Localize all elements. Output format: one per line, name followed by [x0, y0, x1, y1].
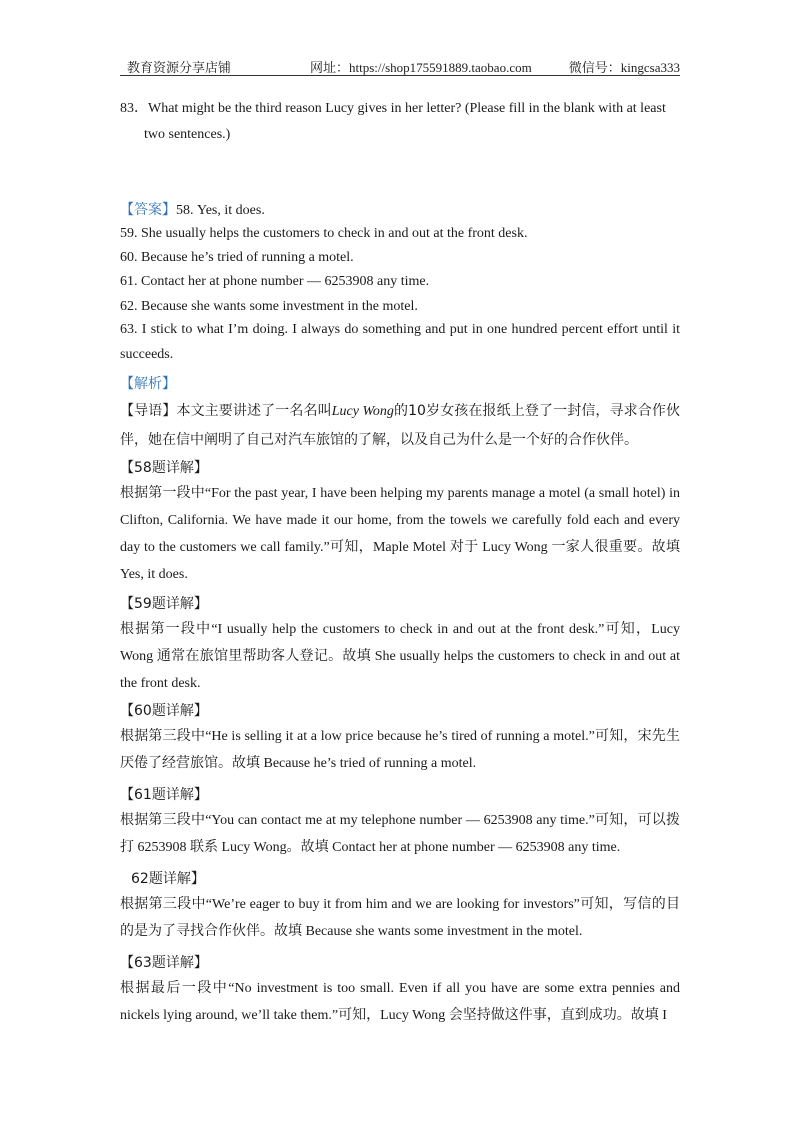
section-63-title: 【63题详解】 [120, 955, 208, 971]
answer-62: 62. Because she wants some investment in the motel. [120, 299, 418, 314]
answer-58: 58. Yes, it does. [176, 203, 265, 218]
section-59-title: 【59题详解】 [120, 596, 208, 612]
section-61-body: 根据第三段中“You can contact me at my telephone number — 6253908 any time.”可知，可以拨打 6253908 联系 Lucy Wong。故填 Contact her at phone number — 6253908 any time. [120, 813, 680, 855]
answer-60: 60. Because he’s tried of running a motel. [120, 250, 354, 265]
guide-rest: 的10岁女孩在报纸上登了一封信，寻求合作伙伴，她在信中阐明了自己对汽车旅馆的了解，以及自己为什么是一个好的合作伙伴。 [120, 403, 681, 448]
section-58-body: 根据第一段中“For the past year, I have been helping my parents manage a motel (a small hotel) in Clifton, California. We have made it our home, from the towels we carefully fold each and every day to the customers we call family.”可知，Maple Motel 对于 Lucy Wong 一家人很重要。故填 Yes, it does. [120, 486, 680, 582]
header-wechat: 微信号：kingcsa333 [568, 60, 680, 75]
answer-59: 59. She usually helps the customers to check in and out at the front desk. [120, 226, 528, 241]
section-62-body: 根据第三段中“We’re eager to buy it from him and we are looking for investors”可知，写信的目的是为了寻找合作伙伴。故填 Because she wants some investment in the motel. [120, 897, 680, 939]
header-url: 网址：https://shop175591889.taobao.com [310, 60, 532, 75]
answer-label: 【答案】 [120, 202, 176, 218]
section-60-body: 根据第三段中“He is selling it at a low price because he’s tired of running a motel.”可知，宋先生厌倦了经营旅馆。故填 Because he’s tried of running a motel. [120, 729, 680, 771]
answer-61: 61. Contact her at phone number — 6253908 any time. [120, 274, 430, 289]
guide-paragraph [120, 397, 680, 454]
section-62-title: 62题详解】 [131, 871, 205, 887]
analysis-label: 【解析】 [120, 376, 176, 392]
section-60-title: 【60题详解】 [120, 703, 208, 719]
section-61-title: 【61题详解】 [120, 787, 208, 803]
answer-63: 63. I stick to what I’m doing. I always do something and put in one hundred percent effort until it succeeds. [120, 322, 680, 362]
header-shop-name: 教育资源分享店铺 [127, 61, 232, 76]
section-59-body: 根据第一段中“I usually help the customers to check in and out at the front desk.”可知，Lucy Wong 通常在旅馆里帮助客人登记。故填 She usually helps the customers to check in and out at the front desk. [120, 622, 680, 691]
question-83: 83．What might be the third reason Lucy gives in her letter? (Please fill in the blank with at least two sentences.) [120, 101, 666, 142]
answer-58-line [120, 199, 680, 219]
page-header [120, 57, 680, 76]
guide-name: Lucy Wong [331, 404, 394, 419]
guide-label: 【导语】本文主要讲述了一名名叫 [120, 403, 332, 419]
section-58-title: 【58题详解】 [120, 460, 208, 476]
section-63-body: 根据最后一段中“No investment is too small. Even if all you have are some extra pennies and nickels lying around, we’ll take them.”可知，Lucy Wong 会坚持做这件事，直到成功。故填 I [120, 981, 680, 1023]
